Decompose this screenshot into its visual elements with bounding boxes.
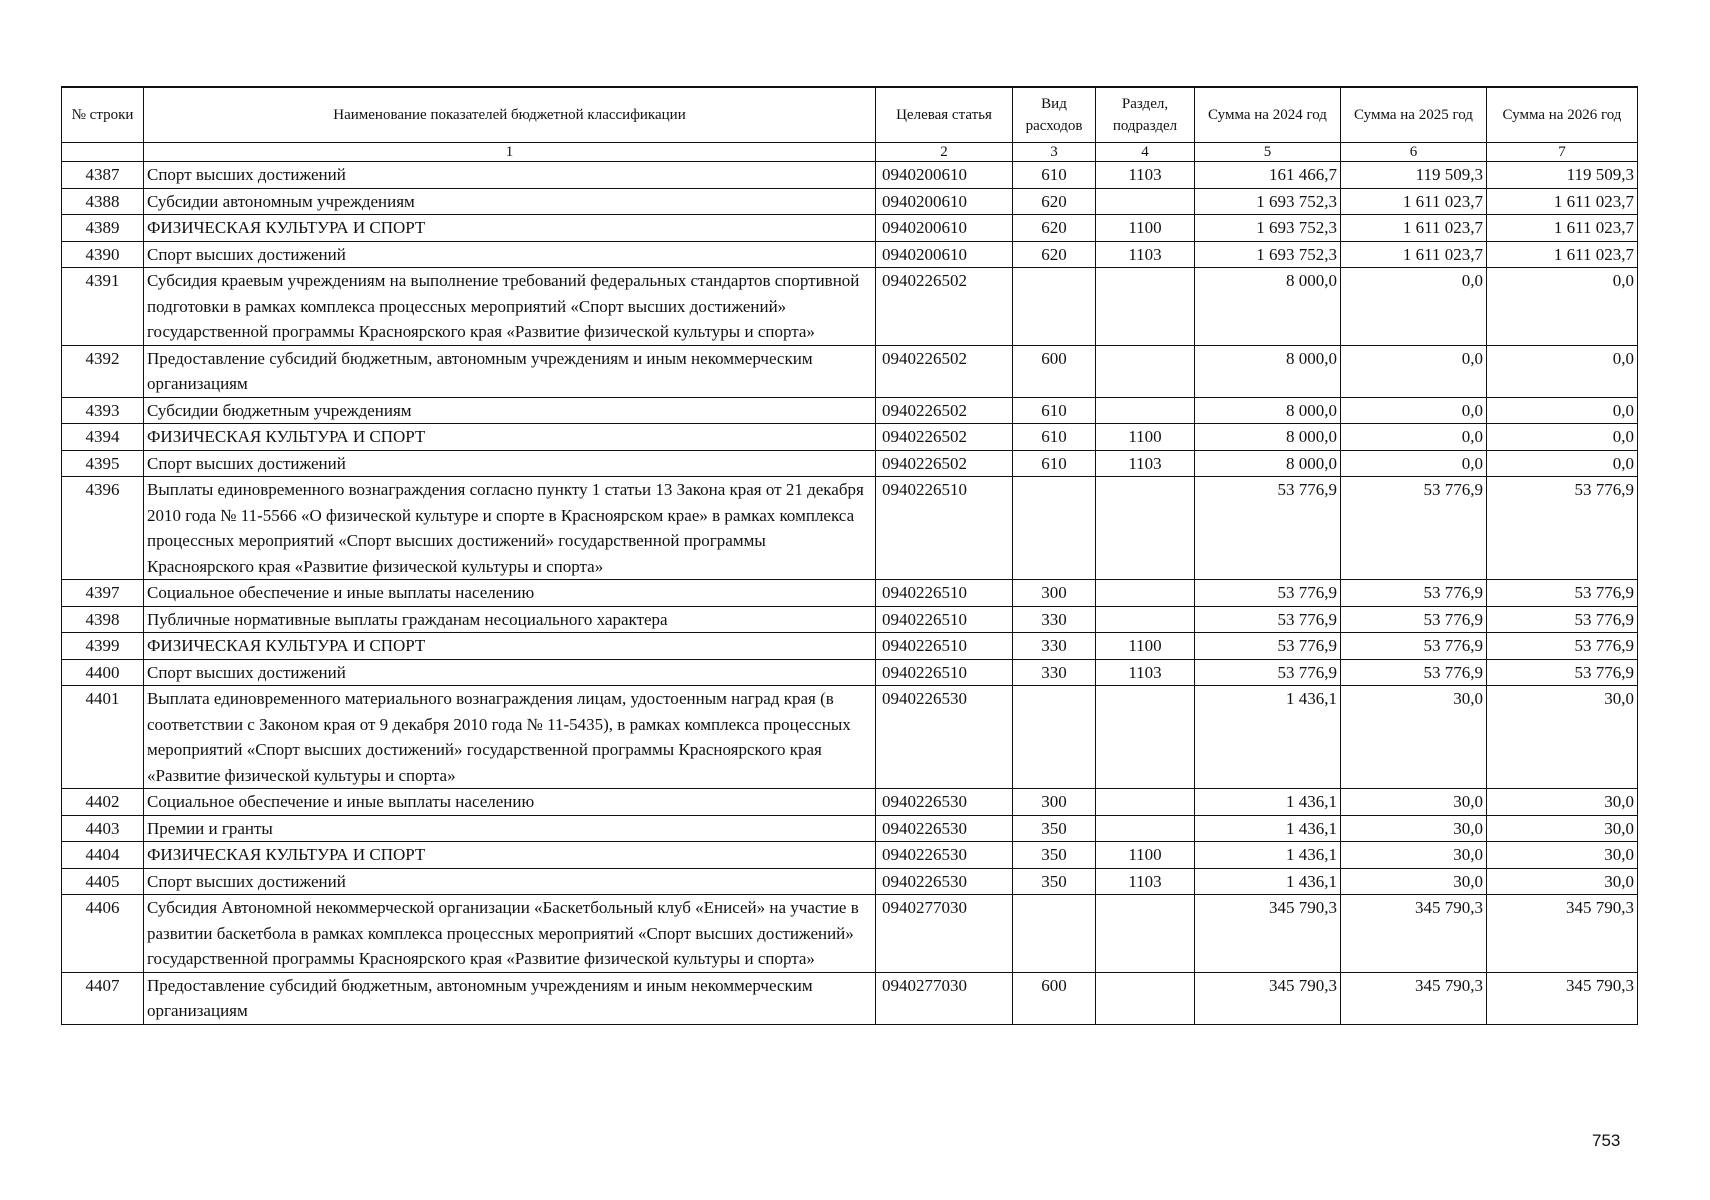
row-number: 4403 <box>62 815 144 842</box>
target-article: 0940226530 <box>876 842 1013 869</box>
sum-2026: 0,0 <box>1487 345 1638 397</box>
section-code <box>1096 580 1195 607</box>
table-row <box>62 580 1638 607</box>
column-number: 4 <box>1096 143 1195 162</box>
sum-2024: 1 693 752,3 <box>1195 188 1341 215</box>
row-number: 4404 <box>62 842 144 869</box>
target-article: 0940226530 <box>876 815 1013 842</box>
expense-type <box>1013 477 1096 580</box>
indicator-name: Спорт высших достижений <box>144 241 876 268</box>
sum-2025: 0,0 <box>1341 450 1487 477</box>
column-number: 1 <box>144 143 876 162</box>
expense-type: 600 <box>1013 345 1096 397</box>
sum-2025: 1 611 023,7 <box>1341 215 1487 242</box>
sum-2025: 0,0 <box>1341 397 1487 424</box>
sum-2024: 161 466,7 <box>1195 162 1341 189</box>
table-row <box>62 268 1638 346</box>
row-number: 4391 <box>62 268 144 346</box>
sum-2026: 0,0 <box>1487 397 1638 424</box>
section-code: 1103 <box>1096 241 1195 268</box>
row-number: 4387 <box>62 162 144 189</box>
section-code: 1103 <box>1096 868 1195 895</box>
expense-type: 330 <box>1013 606 1096 633</box>
expense-type: 610 <box>1013 162 1096 189</box>
sum-2025: 53 776,9 <box>1341 659 1487 686</box>
indicator-name: Выплаты единовременного вознаграждения согласно пункту 1 статьи 13 Закона края от 21 декабря 2010 года № 11-5566 «О физической культуре и спорте в Красноярском крае» в рамках комплекса процессных мероприятий «Спорт высших достижений» государственной программы Красноярского края «Развитие физической культуры и спорта» <box>144 477 876 580</box>
sum-2026: 1 611 023,7 <box>1487 241 1638 268</box>
target-article: 0940226502 <box>876 268 1013 346</box>
sum-2026: 0,0 <box>1487 268 1638 346</box>
sum-2026: 30,0 <box>1487 868 1638 895</box>
indicator-name: Субсидия краевым учреждениям на выполнение требований федеральных стандартов спортивной подготовки в рамках комплекса процессных мероприятий «Спорт высших достижений» государственной программы Красноярского края «Развитие физической культуры и спорта» <box>144 268 876 346</box>
table-row <box>62 424 1638 451</box>
column-number: 3 <box>1013 143 1096 162</box>
row-number: 4396 <box>62 477 144 580</box>
indicator-name: ФИЗИЧЕСКАЯ КУЛЬТУРА И СПОРТ <box>144 424 876 451</box>
expense-type <box>1013 895 1096 973</box>
target-article: 0940226510 <box>876 606 1013 633</box>
row-number: 4401 <box>62 686 144 789</box>
sum-2025: 1 611 023,7 <box>1341 241 1487 268</box>
expense-type: 610 <box>1013 397 1096 424</box>
expense-type <box>1013 268 1096 346</box>
sum-2025: 0,0 <box>1341 345 1487 397</box>
target-article: 0940226502 <box>876 450 1013 477</box>
sum-2024: 53 776,9 <box>1195 477 1341 580</box>
sum-2024: 1 436,1 <box>1195 686 1341 789</box>
row-number: 4393 <box>62 397 144 424</box>
section-code <box>1096 345 1195 397</box>
indicator-name: ФИЗИЧЕСКАЯ КУЛЬТУРА И СПОРТ <box>144 842 876 869</box>
budget-table <box>61 86 1638 1025</box>
sum-2024: 53 776,9 <box>1195 633 1341 660</box>
sum-2026: 30,0 <box>1487 815 1638 842</box>
target-article: 0940277030 <box>876 895 1013 973</box>
table-row <box>62 633 1638 660</box>
sum-2026: 119 509,3 <box>1487 162 1638 189</box>
expense-type: 330 <box>1013 659 1096 686</box>
section-code <box>1096 477 1195 580</box>
sum-2025: 0,0 <box>1341 268 1487 346</box>
header-row <box>62 87 1638 143</box>
section-code <box>1096 686 1195 789</box>
column-number-row <box>62 143 1638 162</box>
header-expense-type: Вид расходов <box>1013 87 1096 143</box>
row-number: 4399 <box>62 633 144 660</box>
page-number: 753 <box>1592 1131 1621 1150</box>
row-number: 4389 <box>62 215 144 242</box>
sum-2025: 30,0 <box>1341 842 1487 869</box>
sum-2025: 345 790,3 <box>1341 972 1487 1024</box>
target-article: 0940226502 <box>876 424 1013 451</box>
table-row <box>62 162 1638 189</box>
column-number <box>62 143 144 162</box>
row-number: 4388 <box>62 188 144 215</box>
section-code: 1100 <box>1096 633 1195 660</box>
sum-2024: 8 000,0 <box>1195 268 1341 346</box>
sum-2024: 345 790,3 <box>1195 895 1341 973</box>
indicator-name: Премии и гранты <box>144 815 876 842</box>
column-number: 7 <box>1487 143 1638 162</box>
sum-2026: 53 776,9 <box>1487 606 1638 633</box>
section-code <box>1096 188 1195 215</box>
header-row-no: № строки <box>62 87 144 143</box>
sum-2026: 345 790,3 <box>1487 895 1638 973</box>
sum-2025: 30,0 <box>1341 789 1487 816</box>
sum-2025: 30,0 <box>1341 868 1487 895</box>
section-code: 1103 <box>1096 162 1195 189</box>
table-row <box>62 659 1638 686</box>
section-code: 1100 <box>1096 842 1195 869</box>
indicator-name: Субсидия Автономной некоммерческой организации «Баскетбольный клуб «Енисей» на участие в развитии баскетбола в рамках комплекса процессных мероприятий «Спорт высших достижений» государственной программы Красноярского края «Развитие физической культуры и спорта» <box>144 895 876 973</box>
expense-type: 620 <box>1013 215 1096 242</box>
row-number: 4390 <box>62 241 144 268</box>
table-row <box>62 972 1638 1024</box>
expense-type: 350 <box>1013 868 1096 895</box>
table-row <box>62 241 1638 268</box>
indicator-name: Публичные нормативные выплаты гражданам несоциального характера <box>144 606 876 633</box>
indicator-name: Социальное обеспечение и иные выплаты населению <box>144 789 876 816</box>
header-sum-2025: Сумма на 2025 год <box>1341 87 1487 143</box>
indicator-name: Спорт высших достижений <box>144 868 876 895</box>
target-article: 0940277030 <box>876 972 1013 1024</box>
sum-2025: 53 776,9 <box>1341 580 1487 607</box>
table-row <box>62 868 1638 895</box>
indicator-name: Спорт высших достижений <box>144 659 876 686</box>
sum-2026: 53 776,9 <box>1487 477 1638 580</box>
row-number: 4406 <box>62 895 144 973</box>
sum-2026: 30,0 <box>1487 686 1638 789</box>
table-row <box>62 686 1638 789</box>
sum-2024: 8 000,0 <box>1195 450 1341 477</box>
sum-2024: 1 436,1 <box>1195 868 1341 895</box>
section-code <box>1096 397 1195 424</box>
table-row <box>62 842 1638 869</box>
column-number: 2 <box>876 143 1013 162</box>
expense-type: 300 <box>1013 580 1096 607</box>
header-target: Целевая статья <box>876 87 1013 143</box>
section-code <box>1096 268 1195 346</box>
header-sum-2026: Сумма на 2026 год <box>1487 87 1638 143</box>
sum-2026: 1 611 023,7 <box>1487 188 1638 215</box>
row-number: 4397 <box>62 580 144 607</box>
row-number: 4400 <box>62 659 144 686</box>
table-row <box>62 397 1638 424</box>
sum-2025: 30,0 <box>1341 815 1487 842</box>
expense-type: 610 <box>1013 424 1096 451</box>
indicator-name: Спорт высших достижений <box>144 162 876 189</box>
sum-2024: 1 436,1 <box>1195 842 1341 869</box>
table-row <box>62 188 1638 215</box>
sum-2024: 1 436,1 <box>1195 815 1341 842</box>
column-number: 5 <box>1195 143 1341 162</box>
section-code: 1103 <box>1096 659 1195 686</box>
sum-2026: 53 776,9 <box>1487 580 1638 607</box>
sum-2025: 30,0 <box>1341 686 1487 789</box>
sum-2025: 0,0 <box>1341 424 1487 451</box>
table-row <box>62 789 1638 816</box>
indicator-name: Субсидии бюджетным учреждениям <box>144 397 876 424</box>
table-row <box>62 895 1638 973</box>
target-article: 0940226502 <box>876 397 1013 424</box>
sum-2024: 8 000,0 <box>1195 397 1341 424</box>
target-article: 0940226530 <box>876 686 1013 789</box>
sum-2026: 53 776,9 <box>1487 659 1638 686</box>
section-code: 1103 <box>1096 450 1195 477</box>
sum-2024: 1 693 752,3 <box>1195 241 1341 268</box>
sum-2026: 53 776,9 <box>1487 633 1638 660</box>
section-code: 1100 <box>1096 424 1195 451</box>
column-number: 6 <box>1341 143 1487 162</box>
section-code <box>1096 789 1195 816</box>
header-section: Раздел, подраздел <box>1096 87 1195 143</box>
section-code <box>1096 895 1195 973</box>
indicator-name: Предоставление субсидий бюджетным, автономным учреждениям и иным некоммерческим организациям <box>144 972 876 1024</box>
sum-2025: 53 776,9 <box>1341 606 1487 633</box>
sum-2024: 8 000,0 <box>1195 424 1341 451</box>
indicator-name: Субсидии автономным учреждениям <box>144 188 876 215</box>
row-number: 4395 <box>62 450 144 477</box>
sum-2026: 0,0 <box>1487 424 1638 451</box>
sum-2025: 53 776,9 <box>1341 477 1487 580</box>
sum-2025: 345 790,3 <box>1341 895 1487 973</box>
target-article: 0940226510 <box>876 659 1013 686</box>
sum-2024: 8 000,0 <box>1195 345 1341 397</box>
indicator-name: ФИЗИЧЕСКАЯ КУЛЬТУРА И СПОРТ <box>144 633 876 660</box>
sum-2024: 1 436,1 <box>1195 789 1341 816</box>
expense-type: 620 <box>1013 188 1096 215</box>
header-sum-2024: Сумма на 2024 год <box>1195 87 1341 143</box>
table-row <box>62 215 1638 242</box>
sum-2026: 0,0 <box>1487 450 1638 477</box>
row-number: 4402 <box>62 789 144 816</box>
sum-2025: 119 509,3 <box>1341 162 1487 189</box>
sum-2024: 345 790,3 <box>1195 972 1341 1024</box>
expense-type: 610 <box>1013 450 1096 477</box>
table-row <box>62 345 1638 397</box>
sum-2026: 30,0 <box>1487 842 1638 869</box>
expense-type: 620 <box>1013 241 1096 268</box>
table-row <box>62 815 1638 842</box>
row-number: 4394 <box>62 424 144 451</box>
table-row <box>62 477 1638 580</box>
row-number: 4407 <box>62 972 144 1024</box>
section-code <box>1096 815 1195 842</box>
expense-type: 330 <box>1013 633 1096 660</box>
row-number: 4398 <box>62 606 144 633</box>
sum-2025: 53 776,9 <box>1341 633 1487 660</box>
target-article: 0940226502 <box>876 345 1013 397</box>
sum-2026: 30,0 <box>1487 789 1638 816</box>
sum-2024: 53 776,9 <box>1195 606 1341 633</box>
target-article: 0940226530 <box>876 789 1013 816</box>
indicator-name: Предоставление субсидий бюджетным, автономным учреждениям и иным некоммерческим организациям <box>144 345 876 397</box>
expense-type: 600 <box>1013 972 1096 1024</box>
sum-2024: 53 776,9 <box>1195 580 1341 607</box>
expense-type <box>1013 686 1096 789</box>
indicator-name: Выплата единовременного материального вознаграждения лицам, удостоенным наград края (в соответствии с Законом края от 9 декабря 2010 года № 11-5435), в рамках комплекса процессных мероприятий «Спорт высших достижений» государственной программы Красноярского края «Развитие физической культуры и спорта» <box>144 686 876 789</box>
target-article: 0940200610 <box>876 162 1013 189</box>
row-number: 4405 <box>62 868 144 895</box>
table-row <box>62 606 1638 633</box>
indicator-name: Социальное обеспечение и иные выплаты населению <box>144 580 876 607</box>
indicator-name: Спорт высших достижений <box>144 450 876 477</box>
header-name: Наименование показателей бюджетной классификации <box>144 87 876 143</box>
indicator-name: ФИЗИЧЕСКАЯ КУЛЬТУРА И СПОРТ <box>144 215 876 242</box>
expense-type: 350 <box>1013 842 1096 869</box>
section-code <box>1096 606 1195 633</box>
target-article: 0940226510 <box>876 633 1013 660</box>
sum-2025: 1 611 023,7 <box>1341 188 1487 215</box>
target-article: 0940200610 <box>876 188 1013 215</box>
sum-2026: 1 611 023,7 <box>1487 215 1638 242</box>
target-article: 0940226510 <box>876 580 1013 607</box>
sum-2024: 53 776,9 <box>1195 659 1341 686</box>
section-code: 1100 <box>1096 215 1195 242</box>
target-article: 0940200610 <box>876 241 1013 268</box>
row-number: 4392 <box>62 345 144 397</box>
target-article: 0940226510 <box>876 477 1013 580</box>
table-body <box>62 162 1638 1025</box>
expense-type: 350 <box>1013 815 1096 842</box>
section-code <box>1096 972 1195 1024</box>
table-row <box>62 450 1638 477</box>
sum-2024: 1 693 752,3 <box>1195 215 1341 242</box>
sum-2026: 345 790,3 <box>1487 972 1638 1024</box>
target-article: 0940200610 <box>876 215 1013 242</box>
expense-type: 300 <box>1013 789 1096 816</box>
target-article: 0940226530 <box>876 868 1013 895</box>
